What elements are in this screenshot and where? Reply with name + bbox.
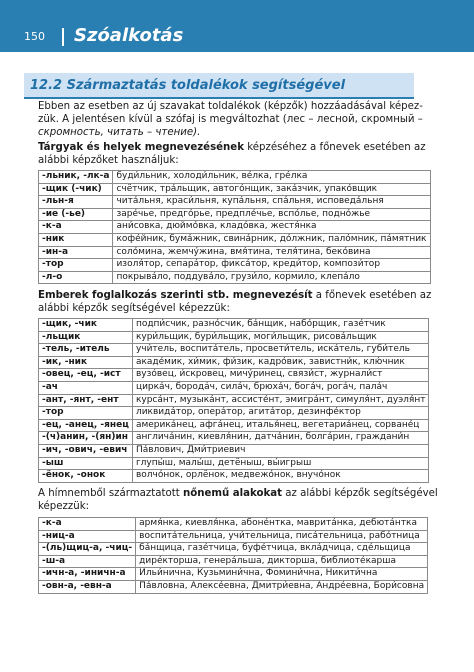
table-row [39,331,429,344]
table-row [39,518,428,531]
table-objects-places [38,170,431,284]
examples-cell: покрыва́ло, поддува́ло, грузи́ло, кормило, клепа́ло [113,271,430,284]
examples-cell: чита́льня, краси́льня, купа́льня, спа́льня, исповеда́льня [113,196,430,209]
table-row [39,381,429,394]
suffix-cell: -ичн-а, -иничн-а [39,568,136,581]
examples-cell: волчо́нок, орлёнок, медвежо́нок, внучо́нок [132,470,429,483]
suffix-cell: -ш-а [39,555,136,568]
suffix-cell: -ич, -ович, -евич [39,444,133,457]
part3-heading [38,487,438,513]
examples-cell: вузо́вец, и́скровец, мичу́ринец, связи́ст, журнали́ст [132,369,429,382]
examples-cell: изоля́тор, сепара́тор, фикса́тор, креди́тор, компози́тор [113,259,430,272]
table-row [39,369,429,382]
table-row [39,457,429,470]
suffix-cell: -овн-а, -евн-а [39,580,136,593]
examples-cell: заре́чье, предго́рье, предпле́чье, вспо́лье, подно́жье [113,208,430,221]
table-row [39,444,429,457]
examples-cell: Па́вловна, Алексе́евна, Дмитри́евна, Андре́евна, Бори́совна [136,580,428,593]
suffix-cell: -ик, -ник [39,356,133,369]
suffix-cell: -щик, -чик [39,319,133,332]
intro-line-3: скромность, читать – чтение). [38,127,201,139]
examples-cell: Ильи́нична, Кузьмини́чна, Фомини́чна, Никити́чна [136,568,428,581]
table-people [38,318,429,483]
header-divider [62,28,64,46]
chapter-title: Szóalkotás [74,25,184,46]
suffix-cell: -ыш [39,457,133,470]
table-row [39,344,429,357]
page-number: 150 [24,30,45,43]
intro-line-2: zük. A jelentésen kívül a szófaj is megváltozhat (лес – лесной, скромный – [38,114,423,126]
examples-cell: буди́льник, холоди́льник, ве́лка, гре́лка [113,171,430,184]
part1-bold: Tárgyak és helyek megnevezésének [38,142,244,153]
part2-rest: a főnevek esetében az [312,290,432,301]
part3-pre: A hímnemből származtatott [38,488,183,499]
examples-cell: армя́нка, киевля́нка, абоне́нтка, маврита́нка, дебюта́нтка [136,518,428,531]
examples-cell: Па́влович, Дми́триевич [132,444,429,457]
examples-cell: англича́нин, киевля́нин, датча́нин, болга́рин, граждани́н [132,432,429,445]
suffix-cell: -ач [39,381,133,394]
part1-line2: alábbi képzőket használjuk: [38,155,179,167]
suffix-cell: -ие (-ье) [39,208,113,221]
part3-line2: képezzük: [38,501,90,513]
table-row [39,233,431,246]
part1-heading [38,141,438,167]
examples-cell: глупы́ш, малы́ш, детёныш, вы́игрыш [132,457,429,470]
suffix-cell: -тель, -итель [39,344,133,357]
examples-cell: подпи́счик, разно́счик, ба́нщик, набо́рщик, газе́тчик [132,319,429,332]
suffix-cell: -ант, -янт, -ент [39,394,133,407]
suffix-cell: -л-о [39,271,113,284]
table-row [39,543,428,556]
intro-paragraph [38,100,438,140]
suffix-cell: -к-а [39,221,113,234]
part3-rest: az alábbi képzők segítségével [282,488,438,499]
suffix-cell: -ниц-а [39,530,136,543]
suffix-cell: -льщик [39,331,133,344]
table-row [39,407,429,420]
examples-cell: соло́мина, жемчу́жина, вмя́тина, теля́тина, беко́вина [113,246,430,259]
examples-cell: ани́совка, дюймо́вка, кладо́вка, жестя́нка [113,221,430,234]
section-title: 12.2 Származtatás toldalékok segítségével [30,78,346,93]
examples-cell: дире́кторша, генера́льша, дикторша, библиоте́карша [136,555,428,568]
table-feminine [38,517,428,594]
table-row [39,419,429,432]
header-bar [0,0,474,52]
examples-cell: курса́нт, музыка́нт, ассисте́нт, эмигра́нт, симуля́нт, дуэля́нт [132,394,429,407]
suffix-cell: -овец, -ец, -ист [39,369,133,382]
table-row [39,356,429,369]
examples-cell: америка́нец, афга́нец, италья́нец, вегетариа́нец, сорване́ц [132,419,429,432]
part3-bold: nőnemű alakokat [182,488,283,499]
part2-heading [38,289,438,315]
table-row [39,183,431,196]
table-row [39,171,431,184]
table-row [39,568,428,581]
examples-cell: счётчик, тра́льщик, автого́нщик, зака́зчик, упако́вщик [113,183,430,196]
examples-cell: цирка́ч, бородáч, сила́ч, брюха́ч, бога́ч, рога́ч, пала́ч [132,381,429,394]
suffix-cell: -ин-а [39,246,113,259]
table-row [39,259,431,272]
suffix-cell: -льник, -лк-а [39,171,113,184]
examples-cell: воспита́тельница, учи́тельница, писа́тельница, рабо́тница [136,530,428,543]
examples-cell: кофе́йник, бума́жник, свина́рник, до́лжник, пало́мник, па́мятник [113,233,430,246]
intro-line-1: Ebben az esetben az új szavakat toldalékok (képzők) hozzáadásával képez- [38,101,423,112]
suffix-cell: -щик (-чик) [39,183,113,196]
suffix-cell: -ёнок, -онок [39,470,133,483]
suffix-cell: -к-а [39,518,136,531]
suffix-cell: -(ль)щиц-а, -чиц- [39,543,136,556]
table-row [39,555,428,568]
table-row [39,432,429,445]
examples-cell: ба́нщица, газе́тчица, буфе́тчица, вкла́дчица, сде́льщица [136,543,428,556]
part2-bold: Emberek foglalkozás szerinti stb. megnevezésít [38,290,313,301]
examples-cell: акаде́мик, хи́мик, фи́зик, кадро́вик, завистни́к, клю́чник [132,356,429,369]
table-row [39,530,428,543]
examples-cell: кури́льщик, бури́льщик, моги́льщик, рисова́льщик [132,331,429,344]
suffix-cell: -льн-я [39,196,113,209]
table-row [39,394,429,407]
table-row [39,208,431,221]
table-row [39,271,431,284]
suffix-cell: -ец, -анец, -янец [39,419,133,432]
suffix-cell: -(ч)анин, -(ян)ин [39,432,133,445]
suffix-cell: -тор [39,259,113,272]
table-row [39,246,431,259]
part1-rest: képzéséhez a főnevek esetében az [244,142,426,153]
examples-cell: ликвида́тор, опера́тор, агита́тор, дезинфе́ктор [132,407,429,420]
examples-cell: учи́тель, воспита́тель, просвети́тель, иска́тель, губи́тель [132,344,429,357]
table-row [39,221,431,234]
part2-line2: alábbi képzők segítségével képezzük: [38,303,230,315]
suffix-cell: -тор [39,407,133,420]
suffix-cell: -ник [39,233,113,246]
table-row [39,580,428,593]
table-row [39,196,431,209]
table-row [39,319,429,332]
table-row [39,470,429,483]
